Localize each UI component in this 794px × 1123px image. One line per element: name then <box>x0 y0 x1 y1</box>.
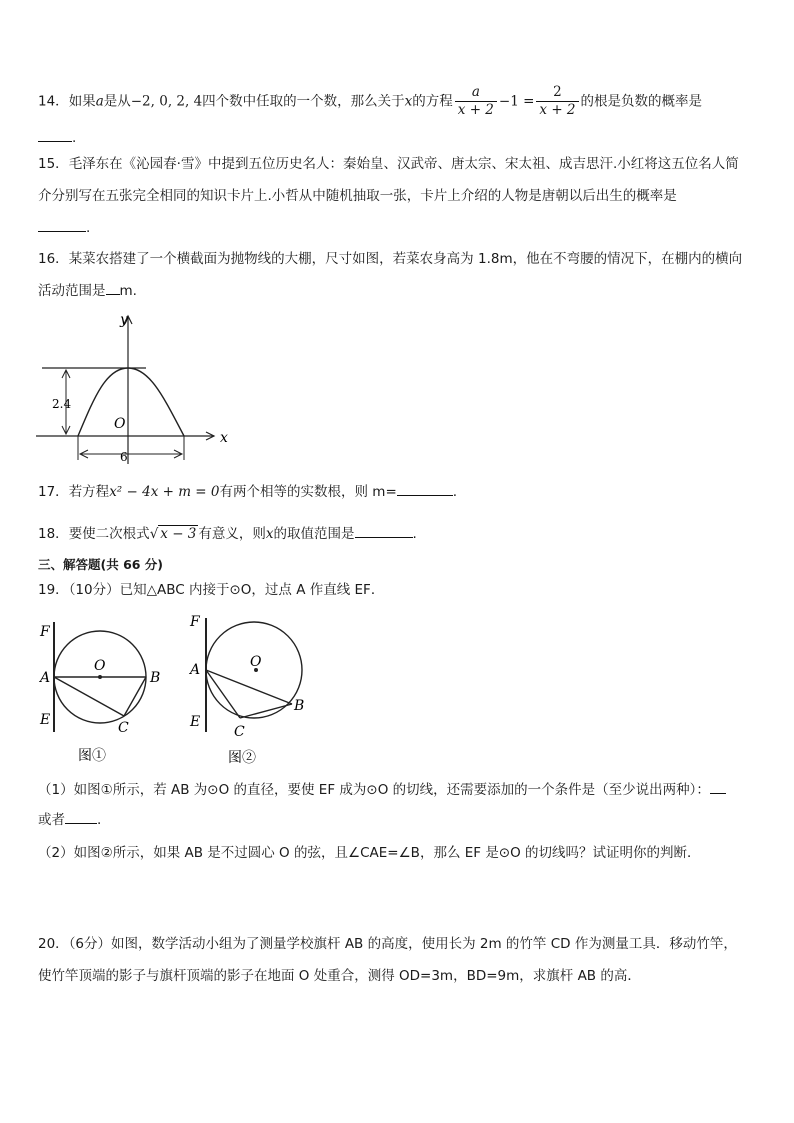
q19-part-2-text: （2）如图②所示，如果 AB 是不过圆心 O 的弦，且∠CAE=∠B，那么 EF 是⊙O 的切线吗？试证明你的判断． <box>38 845 701 861</box>
label-c: C <box>118 720 129 736</box>
q14-var-x: x <box>404 93 413 110</box>
question-18: 18．要使二次根式√ x − 3 有意义，则x的取值范围是 . <box>38 526 417 542</box>
q16-line2: 活动范围是 m. <box>38 283 137 299</box>
q14-text: 如果 <box>68 93 96 110</box>
label-e: E <box>190 714 201 730</box>
figure-1-caption: 图① <box>78 748 106 764</box>
width-label: 6 <box>120 450 128 464</box>
center-point <box>98 675 102 679</box>
q15-number: 15． <box>38 156 69 172</box>
height-label: 2.4 <box>52 397 72 411</box>
q20-text-line2: 使竹竿顶端的影子与旗杆顶端的影子在地面 O 处重合，测得 OD=3m，BD=9m，求旗杆 AB 的高． <box>38 968 641 984</box>
segment-bc <box>124 677 146 716</box>
label-c: C <box>234 724 245 740</box>
label-e: E <box>40 712 51 728</box>
q18-text: 的取值范围是 <box>273 526 355 542</box>
y-axis-label: y <box>120 312 128 328</box>
q19-part-1-cont: 或者 . <box>38 812 102 828</box>
q15-text-line1: 毛泽东在《沁园春·雪》中提到五位历史名人：秦始皇、汉武帝、唐太宗、宋太祖、成吉思汗.小红将这五位名人简 <box>68 156 739 172</box>
q14-var-a: a <box>95 93 104 110</box>
label-b: B <box>150 670 161 686</box>
q18-text: 有意义，则 <box>198 526 266 542</box>
q15-line2 <box>38 186 758 206</box>
q14-text: 的根是负数的概率是 <box>580 93 703 110</box>
q18-text: 要使二次根式 <box>68 526 150 542</box>
label-f: F <box>190 614 200 630</box>
q15-text-line2: 介分别写在五张完全相同的知识卡片上.小哲从中随机抽取一张，卡片上介绍的人物是唐朝以后出生的概率是 <box>38 188 677 204</box>
q14-number-set: −2, 0, 2, 4 <box>130 93 203 110</box>
q16-text-line1: 某菜农搭建了一个横截面为抛物线的大棚，尺寸如图，若菜农身高为 1.8m，他在不弯腰的情况下，在棚内的横向 <box>68 251 743 267</box>
circle-figure-2 <box>186 608 326 772</box>
question-20 <box>38 934 758 954</box>
q16-text: 活动范围是 <box>38 283 106 299</box>
segment-ac <box>54 677 124 716</box>
q14-number: 14． <box>38 93 69 110</box>
q19-part-2 <box>38 843 758 863</box>
q20-number: 20． <box>38 936 69 952</box>
q17-number: 17． <box>38 484 69 500</box>
figure-2-caption: 图② <box>228 750 256 766</box>
section-heading: 三、解答题(共 66 分) <box>38 557 164 572</box>
q14-text: 的方程 <box>412 93 453 110</box>
parabola-curve <box>78 368 184 436</box>
label-f: F <box>40 624 50 640</box>
q14-text: 是从 <box>103 93 131 110</box>
question-14 <box>38 84 758 118</box>
origin-label: O <box>114 416 126 432</box>
q19-text-line1: （10分）已知△ABC 内接于⊙O，过点 A 作直线 EF． <box>68 582 385 598</box>
label-b: B <box>294 698 305 714</box>
question-17: 17．若方程x² − 4x + m = 0有两个相等的实数根，则 m= . <box>38 484 458 500</box>
greenhouse-parabola-figure <box>36 308 236 468</box>
q16-number: 16． <box>38 251 69 267</box>
q17-equation: x² − 4x + m = 0 <box>109 484 220 500</box>
answer-blank[interactable] <box>38 231 86 232</box>
x-axis-label: x <box>220 430 228 446</box>
chord-ab <box>206 670 292 704</box>
q14-fraction-left: $\frac{a}{x + 2}$ <box>455 84 497 119</box>
q14-equation-mid: −1 = <box>498 93 535 110</box>
q14-answer-line: . <box>38 128 758 148</box>
q19-part-1-text: （1）如图①所示，若 AB 为⊙O 的直径，要使 EF 成为⊙O 的切线，还需要添加的一个条件是（至少说出两种）： <box>38 782 710 798</box>
q18-radical: √ x − 3 <box>149 526 197 542</box>
q17-text: 有两个相等的实数根，则 m= <box>219 484 397 500</box>
answer-blank[interactable] <box>65 823 97 824</box>
q17-text: 若方程 <box>68 484 110 500</box>
label-o: O <box>250 654 262 670</box>
q20-line2 <box>38 966 758 986</box>
label-a: A <box>40 670 51 686</box>
q19-number: 19． <box>38 582 69 598</box>
q18-number: 18． <box>38 526 69 542</box>
q14-text: 四个数中任取的一个数，那么关于 <box>202 93 405 110</box>
answer-blank[interactable] <box>710 793 726 794</box>
label-o: O <box>94 658 106 674</box>
q19-part-1 <box>38 780 758 800</box>
answer-blank[interactable] <box>38 141 72 142</box>
answer-blank[interactable] <box>355 537 413 538</box>
question-15 <box>38 154 758 174</box>
q20-text-line1: （6分）如图，数学活动小组为了测量学校旗杆 AB 的高度，使用长为 2m 的竹竿 CD 作为测量工具．移动竹竿， <box>68 936 737 952</box>
answer-blank[interactable] <box>106 294 120 295</box>
q15-answer-line: . <box>38 218 758 238</box>
q14-fraction-right: $\frac{2}{x + 2}$ <box>536 84 578 119</box>
question-19 <box>38 580 758 600</box>
answer-blank[interactable] <box>397 495 453 496</box>
q18-var-x: x <box>265 526 274 542</box>
circle-figure-1 <box>36 612 176 772</box>
label-a: A <box>190 662 201 678</box>
question-16 <box>38 249 758 269</box>
